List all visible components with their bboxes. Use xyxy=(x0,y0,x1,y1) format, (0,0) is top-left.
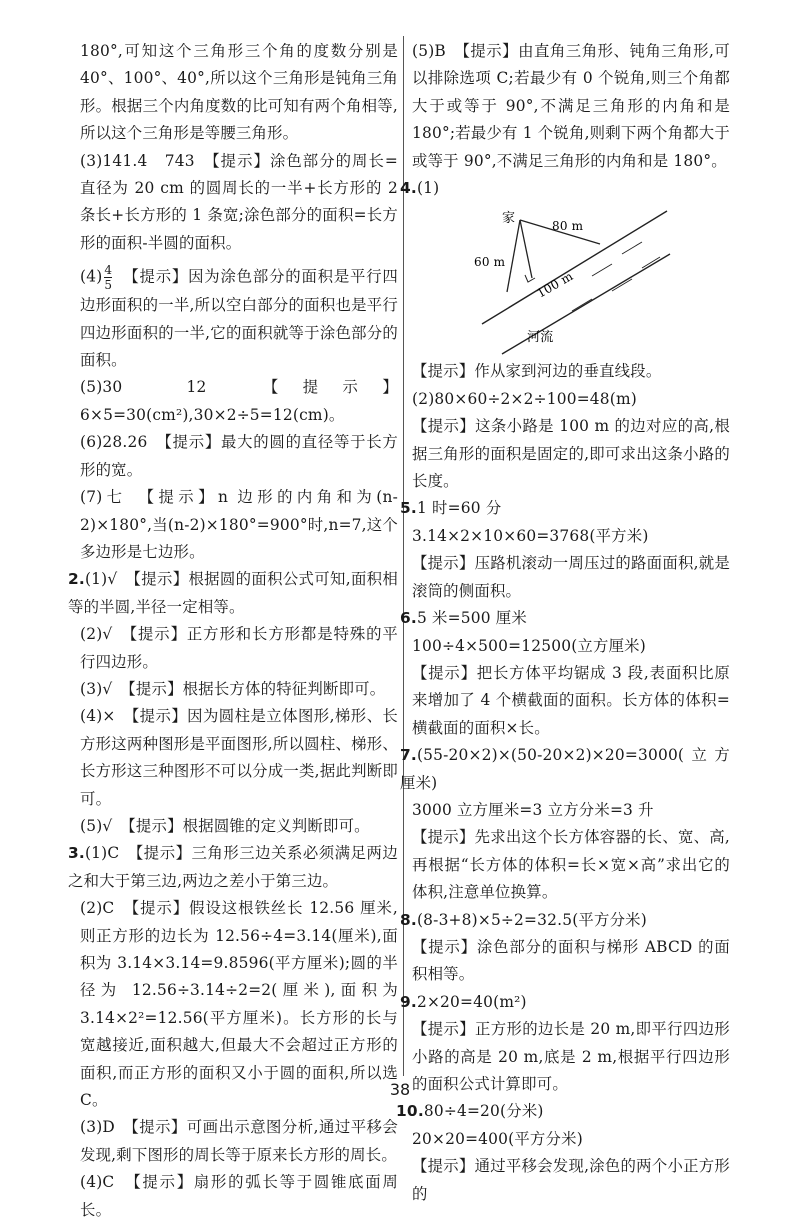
question-number: 7. xyxy=(400,746,417,765)
answer-text: (1)C 【提示】三角形三边关系必须满足两边之和大于第三边,两边之差小于第三边。 xyxy=(68,844,398,890)
answer-text: (1) xyxy=(416,179,440,198)
item-prefix: (4) xyxy=(80,267,103,286)
answer-paragraph xyxy=(400,605,730,632)
answer-paragraph: 100÷4×500=12500(立方厘米) xyxy=(412,636,646,655)
side-80-label: 80 m xyxy=(552,219,584,234)
answer-paragraph: (2)C 【提示】假设这根铁丝长 12.56 厘米,则正方形的边长为 12.56÷4=3.14(厘米),面积为 3.14×3.14=9.8596(平方厘米);圆的半径为 12.56÷3.14÷2=2(厘米),面积为 3.14×2²=12.56(平方厘米)。长方形的长与宽越接近,面积越大,但最大不会超过正方形的面积,而正方形的面积又小于圆的面积,所以选 C。 xyxy=(80,899,398,1110)
answer-paragraph xyxy=(400,989,730,1016)
answer-text: 5 米=500 厘米 xyxy=(416,609,527,628)
answer-paragraph xyxy=(400,175,730,202)
answer-text: 1 时=60 分 xyxy=(416,499,502,518)
answer-paragraph: 【提示】通过平移会发现,涂色的两个小正方形的 xyxy=(412,1157,730,1203)
water-stroke xyxy=(572,299,592,311)
answer-paragraph xyxy=(400,907,730,934)
perpendicular-path xyxy=(520,220,532,278)
answer-paragraph: (3)√ 【提示】根据长方体的特征判断即可。 xyxy=(80,679,386,698)
answer-paragraph: 180°,可知这个三角形三个角的度数分别是 40°、100°、40°,所以这个三角形是钝角三角形。根据三个内角度数的比可知有两个角相等,所以这个三角形是等腰三角形。 xyxy=(80,42,398,143)
fraction-numerator: 4 xyxy=(104,263,113,278)
answer-text: 【提示】因为涂色部分的面积是平行四边形面积的一半,所以空白部分的面积也是平行四边形面积的一半,它的面积就等于涂色部分的面积。 xyxy=(80,267,398,370)
base-100-label: 100 m xyxy=(534,269,576,302)
left-column xyxy=(68,38,398,1224)
water-stroke xyxy=(592,264,612,276)
answer-paragraph: (3)141.4 743 【提示】涂色部分的周长=直径为 20 cm 的圆周长的一半+长方形的 2 条长+长方形的 1 条宽;涂色部分的面积=长方形的面积-半圆的面积。 xyxy=(80,151,398,252)
side-60-label: 60 m xyxy=(474,255,506,270)
water-stroke xyxy=(612,279,632,291)
answer-paragraph: (5)√ 【提示】根据圆锥的定义判断即可。 xyxy=(80,816,370,835)
question-number: 9. xyxy=(400,992,417,1011)
right-angle-mark xyxy=(525,275,535,282)
answer-paragraph xyxy=(400,742,730,797)
answer-text: 2×20=40(m²) xyxy=(416,992,527,1011)
answer-text: (8-3+8)×5÷2=32.5(平方分米) xyxy=(416,910,647,929)
answer-paragraph xyxy=(68,566,398,621)
answer-paragraph xyxy=(68,840,398,895)
question-number: 8. xyxy=(400,910,417,929)
answer-paragraph: 【提示】涂色部分的面积与梯形 ABCD 的面积相等。 xyxy=(412,937,730,984)
answer-paragraph: 【提示】先求出这个长方体容器的长、宽、高,再根据“长方体的体积=长×宽×高”求出它的体积,注意单位换算。 xyxy=(412,828,730,902)
triangle-side-60 xyxy=(507,220,520,292)
answer-paragraph: (7)七 【提示】n 边形的内角和为(n-2)×180°,当(n-2)×180°=900°时,n=7,这个多边形是七边形。 xyxy=(80,488,398,561)
answer-text: 80÷4=20(分米) xyxy=(423,1102,544,1121)
answer-paragraph: 【提示】正方形的边长是 20 m,即平行四边形小路的高是 20 m,底是 2 m,根据平行四边形的面积公式计算即可。 xyxy=(412,1020,730,1093)
home-label: 家 xyxy=(502,211,516,227)
answer-paragraph xyxy=(396,1098,730,1125)
question-number: 3. xyxy=(68,844,85,863)
answer-paragraph: (6)28.26 【提示】最大的圆的直径等于长方形的宽。 xyxy=(80,433,398,479)
answer-paragraph: (4)C 【提示】扇形的弧长等于圆锥底面周长。 xyxy=(80,1173,398,1219)
page-number: 38 xyxy=(389,1080,411,1099)
answer-text: (1)√ 【提示】根据圆的面积公式可知,面积相等的半圆,半径一定相等。 xyxy=(68,570,398,616)
answer-paragraph: 【提示】压路机滚动一周压过的路面面积,就是滚筒的侧面积。 xyxy=(412,554,730,600)
answer-paragraph xyxy=(400,495,730,522)
water-stroke xyxy=(622,242,642,254)
answer-paragraph: (3)D 【提示】可画出示意图分析,通过平移会发现,剩下图形的周长等于原来长方形的周长。 xyxy=(80,1118,398,1164)
fraction xyxy=(104,263,112,292)
fraction-denominator: 5 xyxy=(104,278,113,293)
answer-paragraph: (4)× 【提示】因为圆柱是立体图形,梯形、长方形这两种图形是平面图形,所以圆柱、梯形、长方形这三种图形不可以分成一类,据此判断即可。 xyxy=(80,707,398,808)
question-number: 6. xyxy=(400,609,417,628)
answer-paragraph: 20×20=400(平方分米) xyxy=(412,1129,583,1148)
question-number: 10. xyxy=(396,1102,424,1121)
answer-paragraph: 3.14×2×10×60=3768(平方米) xyxy=(412,526,649,545)
water-stroke xyxy=(642,257,660,268)
answer-paragraph: (5)30 12 【提示】6×5=30(cm²),30×2÷5=12(cm)。 xyxy=(80,378,398,424)
river-diagram xyxy=(472,206,672,356)
answer-paragraph: 【提示】作从家到河边的垂直线段。 xyxy=(412,362,662,381)
answer-text: (55-20×2)×(50-20×2)×20=3000(立方厘米) xyxy=(400,746,730,792)
river-label: 河流 xyxy=(527,330,554,346)
answer-paragraph: (5)B 【提示】由直角三角形、钝角三角形,可以排除选项 C;若最少有 0 个锐角,则三个角都大于或等于 90°,不满足三角形的内角和是 180°;若最少有 1 个锐角,则剩下两个角都大于或等于 90°,不满足三角形的内角和是 180°。 xyxy=(412,42,730,170)
answer-paragraph: 【提示】这条小路是 100 m 的边对应的高,根据三角形的面积是固定的,即可求出这条小路的长度。 xyxy=(412,417,730,491)
answer-paragraph: (2)√ 【提示】正方形和长方形都是特殊的平行四边形。 xyxy=(80,625,398,671)
question-number: 4. xyxy=(400,179,417,198)
answer-paragraph: 3000 立方厘米=3 立方分米=3 升 xyxy=(412,800,654,819)
answer-paragraph xyxy=(80,263,398,374)
right-column xyxy=(396,38,730,1208)
answer-paragraph: 【提示】把长方体平均锯成 3 段,表面积比原来增加了 4 个横截面的面积。长方体的体积=横截面的面积×长。 xyxy=(412,663,730,737)
answer-paragraph: (2)80×60÷2×2÷100=48(m) xyxy=(412,389,637,408)
question-number: 2. xyxy=(68,570,85,589)
question-number: 5. xyxy=(400,499,417,518)
